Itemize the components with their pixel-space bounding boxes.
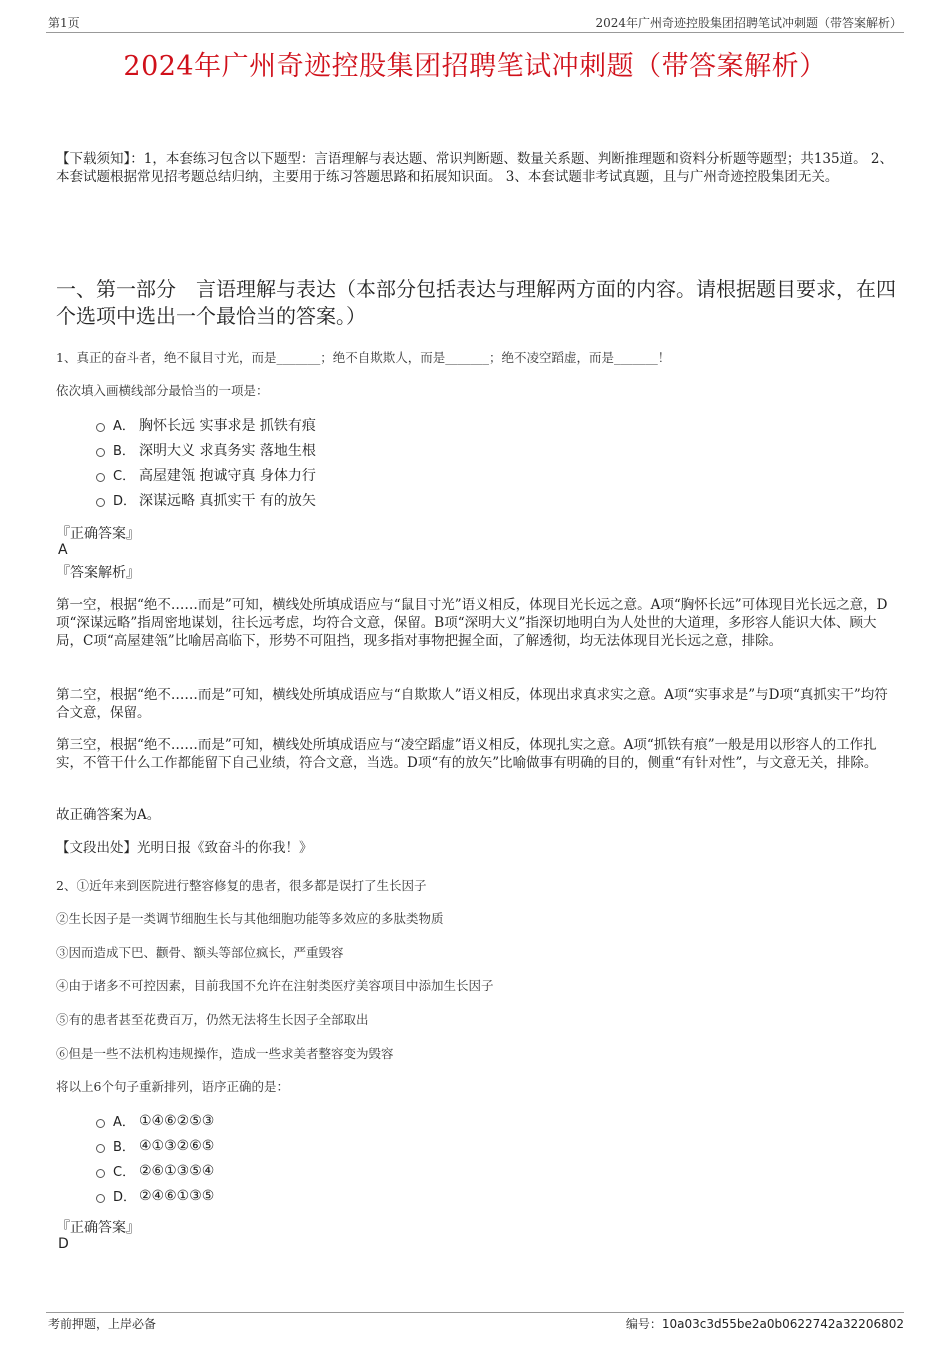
source-citation: 【文段出处】光明日报《致奋斗的你我！》 [56,840,313,856]
question-1-stem: 1、真正的奋斗者，绝不鼠目寸光，而是_______；绝不自欺欺人，而是_______；绝不凌空蹈虚，而是_______！ [56,350,671,365]
option-d[interactable]: D． ②④⑥①③⑤ [96,1183,214,1208]
radio-icon[interactable] [96,473,105,482]
analysis-conclusion: 故正确答案为A。 [56,807,161,823]
analysis-paragraph: 第二空，根据“绝不……而是”可知，横线处所填成语应与“自欺欺人”语义相反，体现出求真求实之意。A项“实事求是”与D项“真抓实干”均符合文意，保留。 [56,687,888,721]
radio-icon[interactable] [96,423,105,432]
footer-divider [46,1312,904,1313]
answer-label: 『正确答案』 [56,526,140,542]
option-c[interactable]: C． 高屋建瓴 抱诚守真 身体力行 [96,462,316,487]
question-2-options [96,1108,214,1208]
document-code [626,1315,904,1332]
question-2-stem: 2、①近年来到医院进行整容修复的患者，很多都是误打了生长因子 [56,878,427,893]
footer-slogan: 考前押题，上岸必备 [48,1317,157,1331]
sentence-item: ②生长因子是一类调节细胞生长与其他细胞功能等多效应的多肽类物质 [56,911,444,926]
option-d[interactable]: D． 深谋远略 真抓实干 有的放矢 [96,487,316,512]
option-a[interactable]: A． ①④⑥②⑤③ [96,1108,214,1133]
answer-label: 『正确答案』 [56,1220,140,1236]
sentence-item: ④由于诸多不可控因素，目前我国不允许在注射类医疗美容项目中添加生长因子 [56,978,494,993]
sentence-item: ③因而造成下巴、颧骨、额头等部位疯长，严重毁容 [56,945,344,960]
code-label: 编号： [625,1317,662,1331]
download-notice: 【下载须知】：1，本套练习包含以下题型：言语理解与表达题、常识判断题、数量关系题、判断推理题和资料分析题等题型；共135道。 2、本套试题根据常见招考题总结归纳，主要用于练习答题思路和拓展知识面。 3、本套试题非考试真题，且与广州奇迹控股集团无关。 [56,151,893,185]
analysis-label: 『答案解析』 [56,565,140,581]
header-divider [46,32,904,33]
option-b[interactable]: B． ④①③②⑥⑤ [96,1133,214,1158]
option-c[interactable]: C． ②⑥①③⑤④ [96,1158,214,1183]
correct-answer: D [58,1236,69,1252]
option-b[interactable]: B． 深明大义 求真务实 落地生根 [96,437,316,462]
question-2-prompt: 将以上6个句子重新排列，语序正确的是： [56,1079,289,1094]
sentence-item: ⑥但是一些不法机构违规操作，造成一些求美者整容变为毁容 [56,1046,394,1061]
page-number: 第1页 [48,16,80,30]
sentence-item: ⑤有的患者甚至花费百万，仍然无法将生长因子全部取出 [56,1012,369,1027]
code-value: 10a03c3d55be2a0b0622742a32206802 [661,1317,904,1331]
analysis-paragraph: 第三空，根据“绝不……而是”可知，横线处所填成语应与“凌空蹈虚”语义相反，体现扎实之意。A项“抓铁有痕”一般是用以形容人的工作扎实，不管干什么工作都能留下自己业绩，符合文意，当选。D项“有的放矢”比喻做事有明确的目的，侧重“有针对性”，与文意无关，排除。 [56,737,878,771]
radio-icon[interactable] [96,498,105,507]
radio-icon[interactable] [96,1144,105,1153]
radio-icon[interactable] [96,1194,105,1203]
question-1-prompt: 依次填入画横线部分最恰当的一项是： [56,383,269,398]
header-doc-title: 2024年广州奇迹控股集团招聘笔试冲刺题（带答案解析） [595,16,902,30]
question-1-options [96,412,316,512]
correct-answer: A [58,542,68,558]
radio-icon[interactable] [96,448,105,457]
radio-icon[interactable] [96,1169,105,1178]
analysis-paragraph: 第一空，根据“绝不……而是”可知，横线处所填成语应与“鼠目寸光”语义相反，体现目光长远之意。A项“胸怀长远”可体现目光长远之意，D项“深谋远略”指周密地谋划，往长远考虑，均符合文意，保留。B项“深明大义”指深切地明白为人处世的大道理，多形容人能识大体、顾大局，C项“高屋建瓴”比喻居高临下，形势不可阻挡，现多指对事物把握全面，了解透彻，均无法体现目光长远之意，排除。 [56,597,888,649]
option-a[interactable]: A． 胸怀长远 实事求是 抓铁有痕 [96,412,316,437]
radio-icon[interactable] [96,1119,105,1128]
document-title: 2024年广州奇迹控股集团招聘笔试冲刺题（带答案解析） [123,51,827,82]
section-heading: 一、第一部分 言语理解与表达（本部分包括表达与理解两方面的内容。请根据题目要求，在四个选项中选出一个最恰当的答案。） [56,277,896,328]
